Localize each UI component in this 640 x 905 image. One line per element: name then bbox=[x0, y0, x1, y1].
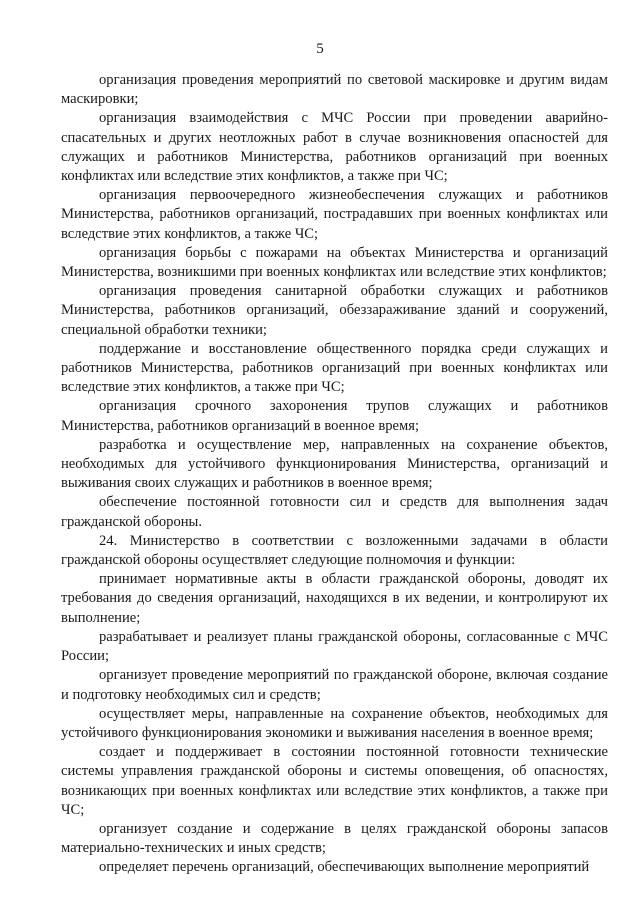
paragraph-item-24: 24. Министерство в соответствии с возложенными задачами в области гражданской обороны осуществляет следующие полномочия и функции: bbox=[61, 532, 608, 569]
paragraph-mchs-interaction: организация взаимодействия с МЧС России при проведении аварийно-спасательных и других неотложных работ в случае возникновения опасностей для служащих и работников Министерства, работников организаций при военных конфликтах или вследствие этих конфликтов, а также при ЧС; bbox=[61, 110, 608, 185]
paragraph-public-order: поддержание и восстановление общественного порядка среди служащих и работников Министерства, работников организаций при военных конфликтах или вследствие этих конфликтов, а также при ЧС; bbox=[61, 340, 608, 396]
paragraph-reserves: организует создание и содержание в целях гражданской обороны запасов материально-технических и иных средств; bbox=[61, 820, 608, 857]
paragraph-organizations-list: определяет перечень организаций, обеспечивающих выполнение мероприятий bbox=[99, 859, 590, 876]
paragraph-sanitation: организация проведения санитарной обработки служащих и работников Министерства, работников организаций, обеззараживание зданий и сооружений, специальной обработки техники; bbox=[61, 283, 608, 338]
paragraph-civil-defense-plans: разрабатывает и реализует планы гражданской обороны, согласованные с МЧС России; bbox=[61, 628, 608, 665]
page-number: 5 bbox=[316, 41, 324, 57]
paragraph-warning-systems: создает и поддерживает в состоянии постоянной готовности технические системы управления гражданской обороны и системы оповещения, об опасностях, возникающих при военных конфликтах или вследствие этих конфликтов, а также при ЧС; bbox=[61, 744, 608, 818]
paragraph-economy-measures: осуществляет меры, направленные на сохранение объектов, необходимых для устойчивого функционирования экономики и выживания населения в военное время; bbox=[61, 705, 608, 741]
paragraph-normative-acts: принимает нормативные акты в области гражданской обороны, доводят их требования до сведения организаций, находящихся в их ведении, и контролируют их выполнение; bbox=[61, 571, 608, 626]
paragraph-firefighting: организация борьбы с пожарами на объектах Министерства и организаций Министерства, возникшими при военных конфликтах или вследствие этих конфликтов; bbox=[61, 244, 608, 281]
paragraph-readiness: обеспечение постоянной готовности сил и средств для выполнения задач гражданской обороны. bbox=[61, 494, 608, 530]
paragraph-organizes-activities: организует проведение мероприятий по гражданской обороне, включая создание и подготовку необходимых сил и средств; bbox=[61, 667, 608, 703]
paragraph-masking: организация проведения мероприятий по световой маскировке и другим видам маскировки; bbox=[61, 72, 608, 108]
paragraph-object-preservation: разработка и осуществление мер, направленных на сохранение объектов, необходимых для устойчивого функционирования Министерства, организаций и выживания своих служащих и работников в военное время; bbox=[61, 436, 608, 492]
paragraph-burial: организация срочного захоронения трупов служащих и работников Министерства, работников организаций в военное время; bbox=[61, 398, 608, 434]
document-body bbox=[61, 71, 608, 878]
paragraph-life-support: организация первоочередного жизнеобеспечения служащих и работников Министерства, работников организаций, пострадавших при военных конфликтах или вследствие этих конфликтов, а также ЧС; bbox=[61, 187, 608, 242]
